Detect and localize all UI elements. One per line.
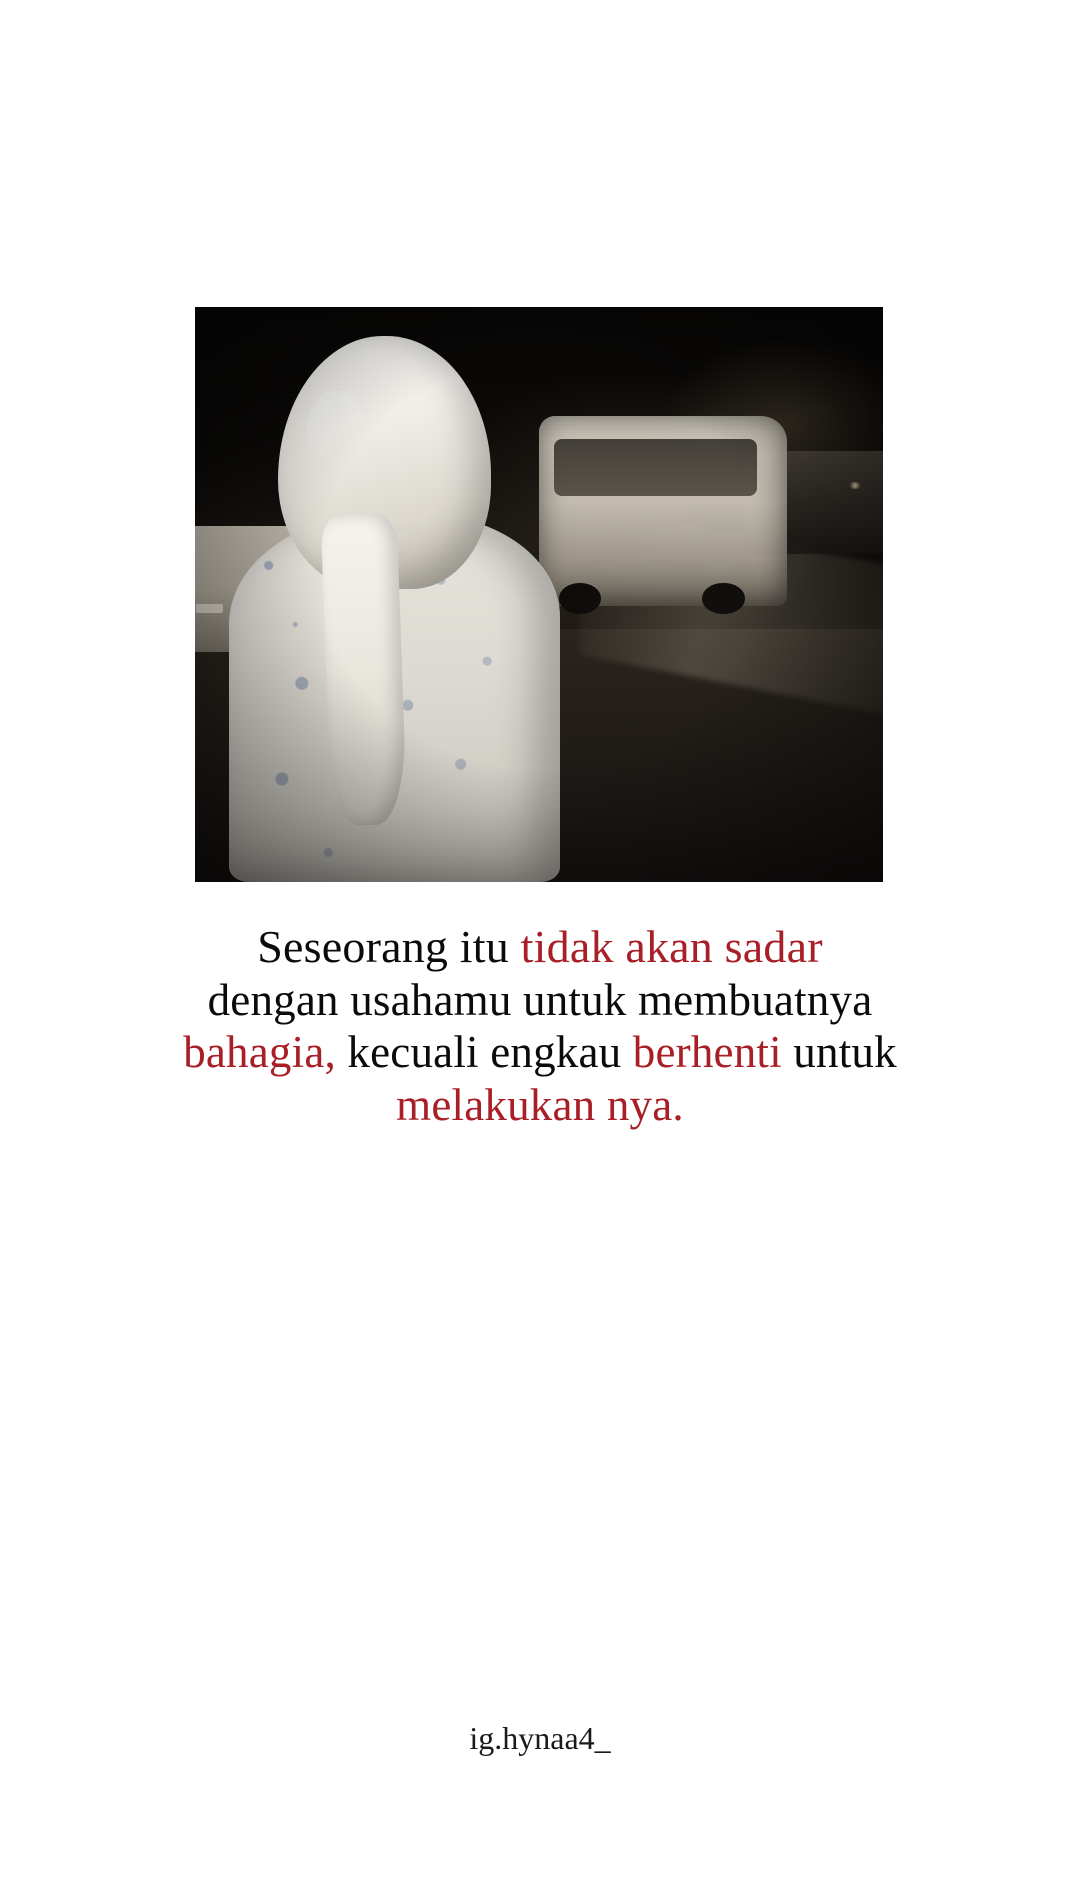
hijab-fold-highlight bbox=[307, 391, 362, 467]
quote-caption bbox=[90, 920, 990, 1132]
photo-container bbox=[195, 307, 883, 882]
caption-line-1-plain: Seseorang itu bbox=[257, 921, 521, 972]
caption-line-1-highlight: tidak akan sadar bbox=[520, 921, 823, 972]
headlight-glow bbox=[848, 482, 862, 489]
caption-line-4: melakukan nya. bbox=[396, 1080, 684, 1131]
caption-line-1 bbox=[90, 920, 990, 974]
license-plate bbox=[196, 604, 223, 613]
caption-line-3-plain-b: untuk bbox=[781, 1027, 897, 1078]
van-wheel-front bbox=[559, 583, 601, 613]
hijab-tail bbox=[320, 513, 406, 826]
van-wheel-rear bbox=[702, 583, 744, 613]
parked-white-van bbox=[539, 416, 787, 606]
night-street-photo bbox=[195, 307, 883, 882]
caption-line-3 bbox=[90, 1026, 990, 1079]
caption-line-2: dengan usahamu untuk membuatnya bbox=[207, 974, 873, 1025]
caption-line-3-highlight-b: berhenti bbox=[632, 1027, 782, 1078]
caption-line-3-plain-a: kecuali engkau bbox=[335, 1027, 633, 1078]
caption-line-3-highlight-a: bahagia, bbox=[183, 1027, 336, 1078]
account-handle: ig.hynaa4_ bbox=[469, 1720, 611, 1756]
